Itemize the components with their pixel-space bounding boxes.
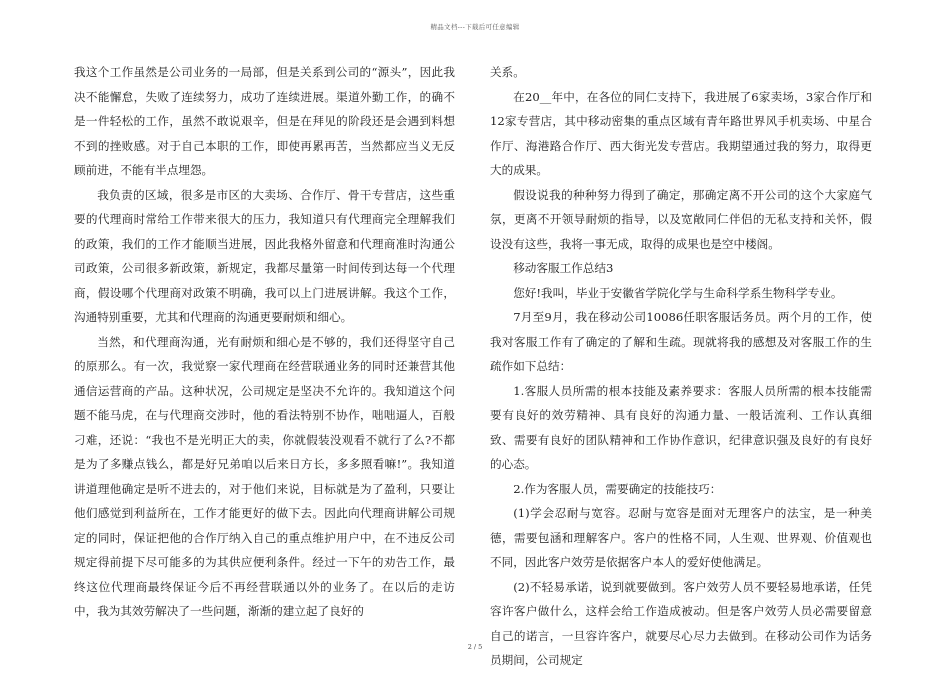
paragraph: 1.客服人员所需的根本技能及素养要求：客服人员所需的根本技能需要有良好的效劳精神、具有良好的沟通力量、一般话流利、工作认真细致、需要有良好的团队精神和工作协作意识，纪律意识强及良好的有良好的心态。 <box>490 383 872 471</box>
paragraph: 7月至9月，我在移动公司10086任职客服话务员。两个月的工作，使我对客服工作有了确定的了解和生疏。现就将我的感想及对客服工作的生疏作如下总结： <box>490 310 872 373</box>
paragraph: (1)学会忍耐与宽容。忍耐与宽容是面对无理客户的法宝，是一种美德，需要包涵和理解客户。客户的性格不同，人生观、世界观、价值观也不同，因此客户效劳是依据客户本人的爱好使他满足。 <box>490 506 872 569</box>
page-header: 精品文档---下载后可任意编辑 <box>430 23 520 31</box>
page-number: 2 / 5 <box>467 643 483 651</box>
paragraph: (2)不轻易承诺，说到就要做到。客户效劳人员不要轻易地承诺，任凭容许客户做什么，这样会给工作造成被动。但是客户效劳人员必需要留意自己的诺言，一旦容许客户，就要尽心尽力去做到。在移动公司作为话务员期间，公司规定 <box>490 579 872 667</box>
paragraph: 我这个工作虽然是公司业务的一局部，但是关系到公司的“源头”，因此我决不能懈怠，失败了连续努力，成功了连续进展。渠道外勤工作，的确不是一件轻松的工作，虽然不敢说艰辛，但是在拜见的阶段还是会遇到料想不到的挫败感。对于自己本职的工作，即使再累再苦，当然都应当义无反顾前进，不能有半点埋怨。 <box>74 65 455 177</box>
section-heading: 移动客服工作总结3 <box>513 261 614 275</box>
paragraph: 假设说我的种种努力得到了确定，那确定离不开公司的这个大家庭气氛，更离不开领导耐烦的指导，以及宽敞同仁伴侣的无私支持和关怀，假设没有这些，我将一事无成，取得的成果也是空中楼阁。 <box>490 187 872 251</box>
paragraph: 2.作为客服人员，需要确定的技能技巧： <box>513 481 722 496</box>
paragraph: 当然，和代理商沟通，光有耐烦和细心是不够的，我们还得坚守自己的原那么。有一次，我觉察一家代理商在经营联通业务的同时还兼营其他通信运营商的产品。这种状况，公司规定是坚决不允许的。我知道这个问题不能马虎，在与代理商交涉时，他的看法特别不协作，咄咄逼人，百般刁难，还说：“我也不是光明正大的卖，你就假装没观看不就行了么?不都是为了多赚点钱么，都是好兄弟咱以后来日方长，多多照看嘛!”。我知道讲道理他确定是听不进去的，对于他们来说，目标就是为了盈利，只要让他们感觉到利益所在，工作才能更好的做下去。因此向代理商讲解公司规定的同时，保证把他的合作厅纳入自己的重点维护用户中，在不违反公司规定得前提下尽可能多的为其供应便利条件。经过一下午的劝告工作，最终这位代理商最终保证今后不再经营联通以外的业务了。在以后的走访中，我为其效劳解决了一些问题，渐渐的建立起了良好的 <box>74 334 455 618</box>
right-column <box>490 60 872 673</box>
paragraph: 您好!我叫，毕业于安徽省学院化学与生命科学系生物科学专业。 <box>513 285 843 300</box>
paragraph: 关系。 <box>490 65 525 79</box>
paragraph: 我负责的区域，很多是市区的大卖场、合作厅、骨干专营店，这些重要的代理商时常给工作带来很大的压力，我知道只有代理商完全理解我们的政策，我们的工作才能顺当进展，因此我格外留意和代理商准时沟通公司政策，公司很多新政策，新规定，我都尽量第一时间传到达每一个代理商，假设哪个代理商对政策不明确，我可以上门进展讲解。我这个工作，沟通特别重要，尤其和代理商的沟通更要耐烦和细心。 <box>74 187 455 324</box>
paragraph: 在20__年中，在各位的同仁支持下，我进展了6家卖场，3家合作厅和12家专营店，其中移动密集的重点区域有青年路世界风手机卖场、中星合作厅、海港路合作厅、西大街光发专营店。我期望通过我的努力，取得更大的成果。 <box>490 89 872 177</box>
left-column <box>74 60 455 624</box>
